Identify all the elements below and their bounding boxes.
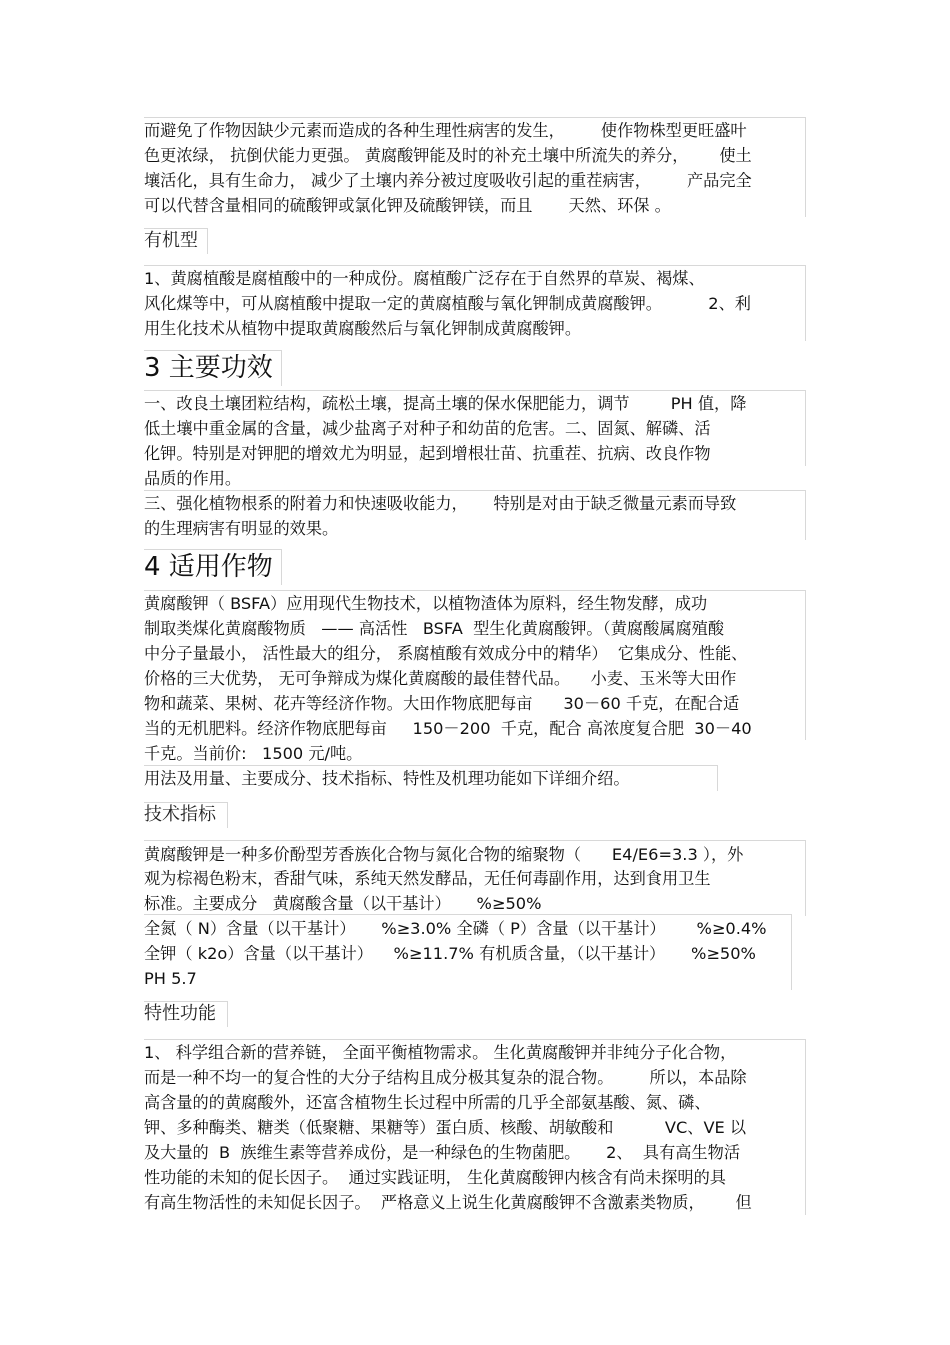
paragraph-line: 制取类煤化黄腐酸物质 —— 高活性 BSFA 型生化黄腐酸钾。（黄腐酸属腐殖酸 — [144, 619, 725, 638]
section-heading-features: 特性功能 — [144, 1003, 216, 1024]
paragraph-line: 黄腐酸钾（ BSFA）应用现代生物技术，以植物渣体为原料，经生物发酵，成功 — [144, 594, 708, 613]
paragraph-line: 而避免了作物因缺少元素而造成的各种生理性病害的发生， 使作物株型更旺盛叶 — [144, 121, 747, 140]
paragraph-line: 及大量的 B 族维生素等营养成份，是一种绿色的生物菌肥。 2、 具有高生物活 — [144, 1143, 741, 1162]
section-heading-effects: 3 主要功效 — [144, 353, 273, 383]
paragraph-line: 性功能的未知的促长因子。 通过实践证明， 生化黄腐酸钾内核含有尚未探明的具 — [144, 1168, 726, 1187]
section-heading-organic: 有机型 — [144, 230, 198, 251]
paragraph-line: 当的无机肥料。经济作物底肥每亩 150－200 千克，配合 高浓度复合肥 30－40 — [144, 719, 752, 738]
paragraph-line: 壤活化，具有生命力， 减少了土壤内养分被过度吸收引起的重茬病害， 产品完全 — [144, 171, 752, 190]
paragraph-line: 三、强化植物根系的附着力和快速吸收能力， 特别是对由于缺乏微量元素而导致 — [144, 494, 737, 513]
paragraph-line: 品质的作用。 — [144, 469, 242, 488]
paragraph-line: 标准。主要成分 黄腐酸含量（以干基计） %≥50% — [144, 894, 542, 913]
paragraph-line: 物和蔬菜、果树、花卉等经济作物。大田作物底肥每亩 30－60 千克，在配合适 — [144, 694, 740, 713]
paragraph-line: 的生理病害有明显的效果。 — [144, 519, 339, 538]
paragraph-line: 1、黄腐植酸是腐植酸中的一种成份。腐植酸广泛存在于自然界的草炭、褐煤、 — [144, 269, 705, 288]
paragraph-line: 全氮（ N）含量（以干基计） %≥3.0% 全磷（ P）含量（以干基计） %≥0.4% — [144, 919, 767, 938]
paragraph-line: 用法及用量、主要成分、技术指标、特性及机理功能如下详细介绍。 — [144, 769, 630, 788]
paragraph-line: 用生化技术从植物中提取黄腐酸然后与氧化钾制成黄腐酸钾。 — [144, 319, 582, 338]
paragraph-line: 钾、多种酶类、糖类（低聚糖、果糖等）蛋白质、核酸、胡敏酸和 VC、VE 以 — [144, 1118, 747, 1137]
paragraph-line: PH 5.7 — [144, 969, 197, 988]
paragraph-line: 一、改良土壤团粒结构，疏松土壤，提高土壤的保水保肥能力，调节 PH 值，降 — [144, 394, 747, 413]
paragraph-line: 全钾（ k2o）含量（以干基计） %≥11.7% 有机质含量，（以干基计） %≥50% — [144, 944, 756, 963]
paragraph-line: 风化煤等中，可从腐植酸中提取一定的黄腐植酸与氧化钾制成黄腐酸钾。 2、利 — [144, 294, 751, 313]
paragraph-line: 千克。当前价: 1500 元/吨。 — [144, 744, 363, 763]
paragraph-line: 化钾。特别是对钾肥的增效尤为明显，起到增根壮苗、抗重茬、抗病、改良作物 — [144, 444, 711, 463]
paragraph-line: 1、 科学组合新的营养链， 全面平衡植物需求。 生化黄腐酸钾并非纯分子化合物， — [144, 1043, 737, 1062]
paragraph-line: 而是一种不均一的复合性的大分子结构且成分极其复杂的混合物。 所以，本品除 — [144, 1068, 747, 1087]
section-heading-specs: 技术指标 — [144, 804, 216, 825]
paragraph-line: 中分子量最小， 活性最大的组分， 系腐植酸有效成分中的精华） 它集成分、性能、 — [144, 644, 748, 663]
paragraph-line: 色更浓绿， 抗倒伏能力更强。 黄腐酸钾能及时的补充土壤中所流失的养分， 使土 — [144, 146, 752, 165]
paragraph-line: 价格的三大优势， 无可争辩成为煤化黄腐酸的最佳替代品。 小麦、玉米等大田作 — [144, 669, 737, 688]
paragraph-line: 有高生物活性的未知促长因子。 严格意义上说生化黄腐酸钾不含激素类物质， 但 — [144, 1193, 752, 1212]
paragraph-line: 可以代替含量相同的硫酸钾或氯化钾及硫酸钾镁，而且 天然、环保 。 — [144, 196, 671, 215]
section-heading-crops: 4 适用作物 — [144, 552, 273, 582]
paragraph-line: 高含量的的黄腐酸外，还富含植物生长过程中所需的几乎全部氨基酸、氮、磷、 — [144, 1093, 711, 1112]
paragraph-line: 黄腐酸钾是一种多价酚型芳香族化合物与氮化合物的缩聚物（ E4/E6=3.3 ），外 — [144, 845, 744, 864]
paragraph-line: 观为棕褐色粉末，香甜气味，系纯天然发酵品，无任何毒副作用，达到食用卫生 — [144, 869, 711, 888]
paragraph-line: 低土壤中重金属的含量，减少盐离子对种子和幼苗的危害。二、固氮、解磷、活 — [144, 419, 711, 438]
